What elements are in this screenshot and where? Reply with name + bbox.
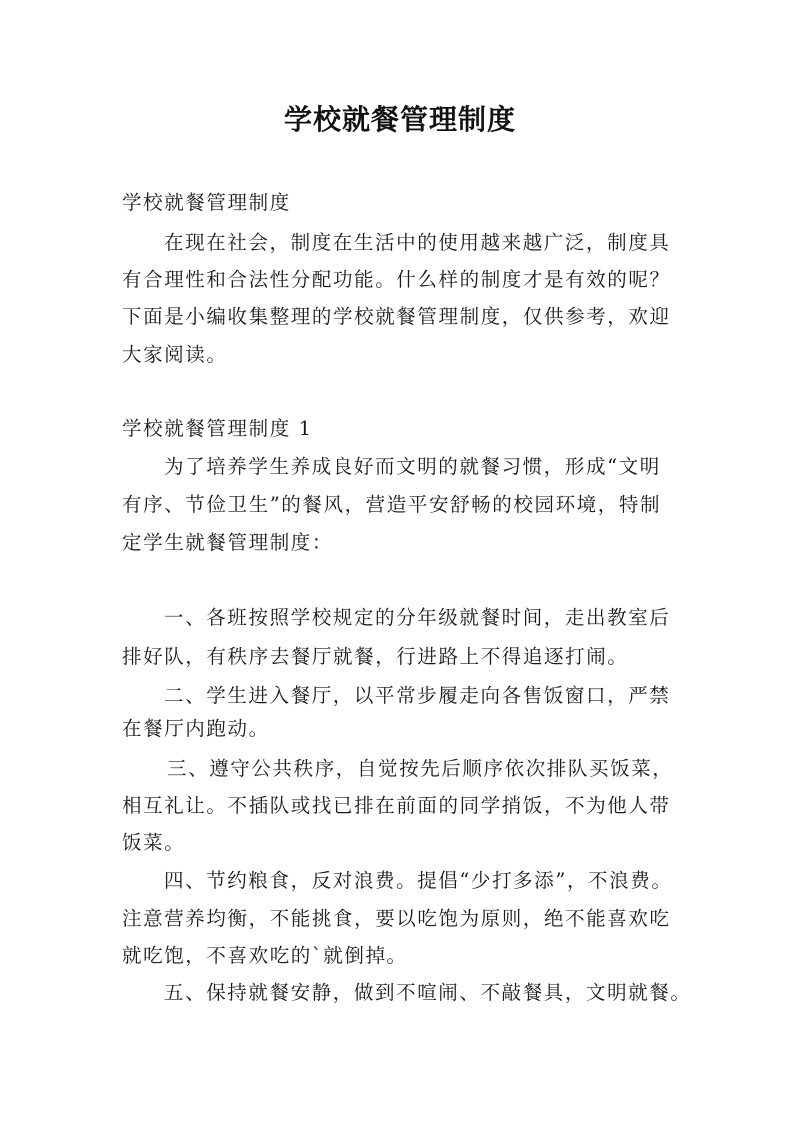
rule-item: 五、保持就餐安静，做到不喧闹、不敲餐具，文明就餐。 (164, 981, 692, 1004)
paragraph-line: 为了培养学生养成良好而文明的就餐习惯，形成“文明 (164, 455, 661, 478)
paragraph-line: 就吃饱，不喜欢吃的`就倒掉。 (122, 944, 408, 967)
paragraph-line: 定学生就餐管理制度： (122, 531, 334, 554)
rule-item: 二、学生进入餐厅，以平常步履走向各售饭窗口，严禁 (164, 684, 671, 707)
paragraph-line: 有序、节俭卫生”的餐风，营造平安舒畅的校园环境，特制 (122, 493, 662, 516)
section-heading: 学校就餐管理制度 (122, 191, 291, 214)
paragraph-line: 饭菜。 (122, 831, 186, 854)
paragraph-line: 排好队，有秩序去餐厅就餐，行进路上不得追逐打闹。 (122, 645, 629, 668)
paragraph-line: 在餐厅内跑动。 (122, 717, 270, 740)
paragraph-line: 相互礼让。不插队或找已排在前面的同学捎饭，不为他人带 (122, 794, 671, 817)
rule-item: 四、节约粮食，反对浪费。提倡“少打多添”，不浪费。 (164, 869, 673, 892)
paragraph-line: 有合理性和合法性分配功能。什么样的制度才是有效的呢？ (122, 268, 671, 291)
document-title: 学校就餐管理制度 (283, 103, 516, 136)
paragraph-line: 下面是小编收集整理的学校就餐管理制度，仅供参考，欢迎 (122, 305, 671, 328)
paragraph-line: 在现在社会，制度在生活中的使用越来越广泛，制度具 (164, 231, 671, 254)
rule-item: 三、遵守公共秩序，自觉按先后顺序依次排队买饭菜， (167, 757, 674, 780)
paragraph-line: 注意营养均衡，不能挑食，要以吃饱为原则，绝不能喜欢吃 (122, 907, 671, 930)
rule-item: 一、各班按照学校规定的分年级就餐时间，走出教室后 (164, 606, 671, 629)
section-heading: 学校就餐管理制度 1 (122, 417, 313, 440)
paragraph-line: 大家阅读。 (122, 343, 228, 366)
